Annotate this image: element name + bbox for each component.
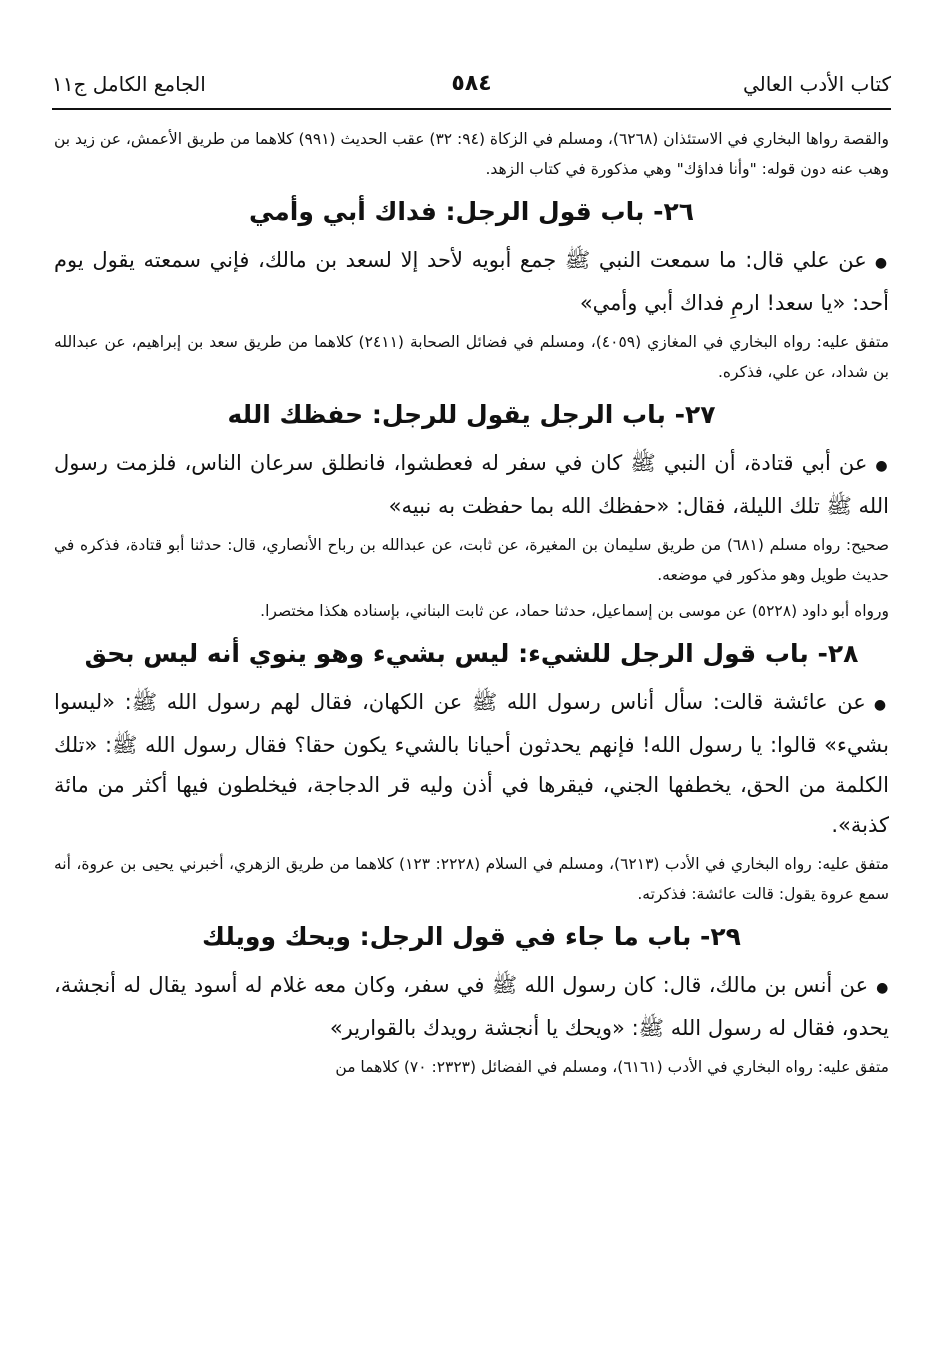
intro-note: والقصة رواها البخاري في الاستئذان (٦٢٦٨)، ومسلم في الزكاة (٩٤: ٣٢) عقب الحديث (٩٩١) كلاهما من طريق الأعمش، عن زيد بن وهب عنه دون قوله: "وأنا فداؤك" وهي مذكورة في كتاب الزهد.	[54, 130, 890, 178]
chapter-heading-29: ٢٩- باب ما جاء في قول الرجل: ويحك وويلك	[202, 922, 741, 951]
hadith-text: عن أبي قتادة، أن النبي ﷺ كان في سفر له فعطشوا، فانطلق سرعان الناس، فلزمت رسول الله ﷺ تلك الليلة، فقال: «حفظك الله بما حفظت به نبيه»	[54, 451, 889, 518]
bullet-icon: ●	[874, 255, 890, 271]
running-header	[52, 66, 891, 110]
takhrij-28: متفق عليه: رواه البخاري في الأدب (٦٢١٣)، ومسلم في السلام (٢٢٢٨: ١٢٣) كلاهما من طريق الزهري، أخبرني يحيى بن عروة، أنه سمع عروة يقول: قالت عائشة: فذكرته.	[54, 855, 889, 903]
chapter-heading-27: ٢٧- باب الرجل يقول للرجل: حفظك الله	[227, 400, 716, 429]
bullet-icon: ●	[873, 697, 889, 713]
hadith-26	[54, 240, 889, 323]
hadith-text: عن علي قال: ما سمعت النبي ﷺ جمع أبويه لأحد إلا لسعد بن مالك، فإني سمعته يقول يوم أحد: «يا سعد! ارمِ فداك أبي وأمي»	[54, 248, 889, 315]
page-number: ٥٨٤	[451, 71, 492, 96]
hadith-text: عن أنس بن مالك، قال: كان رسول الله ﷺ في سفر، وكان معه غلام له أسود يقال له أنجشة، يحدو، فقال له رسول الله ﷺ: «ويحك يا أنجشة رويدك بالقوارير»	[54, 973, 889, 1040]
hadith-27	[54, 443, 889, 526]
book-title: كتاب الأدب العالي	[742, 72, 891, 96]
hadith-29	[54, 965, 889, 1048]
volume-title: الجامع الكامل ج١١	[52, 72, 206, 96]
takhrij-26: متفق عليه: رواه البخاري في المغازي (٤٠٥٩)، ومسلم في فضائل الصحابة (٢٤١١) كلاهما من طريق سعد بن إبراهيم، عن عبدالله بن شداد، عن علي، فذكره.	[54, 333, 890, 381]
chapter-heading-26: ٢٦- باب قول الرجل: فداك أبي وأمي	[248, 197, 695, 226]
hadith-text: عن عائشة قالت: سأل أناس رسول الله ﷺ عن الكهان، فقال لهم رسول الله ﷺ: «ليسوا بشيء» قالوا: يا رسول الله! فإنهم يحدثون أحيانا بالشيء يكون حقا؟ فقال رسول الله ﷺ: «تلك الكلمة من الحق، يخطفها الجني، فيقرها في أذن وليه قر الدجاجة، فيخلطون فيها أكثر من مائة كذبة».	[54, 690, 889, 837]
hadith-28	[54, 682, 889, 845]
bullet-icon: ●	[875, 458, 889, 474]
takhrij-27-b: ورواه أبو داود (٥٢٢٨) عن موسى بن إسماعيل، حدثنا حماد، عن ثابت البناني، بإسناده هكذا مختصرا.	[260, 602, 889, 620]
bullet-icon: ●	[876, 980, 889, 996]
page-body	[54, 124, 889, 1361]
takhrij-29: متفق عليه: رواه البخاري في الأدب (٦١٦١)، ومسلم في الفضائل (٢٣٢٣: ٧٠) كلاهما من	[335, 1058, 889, 1076]
chapter-heading-28: ٢٨- باب قول الرجل للشيء: ليس بشيء وهو ينوي أنه ليس بحق	[84, 639, 859, 668]
takhrij-27-a: صحيح: رواه مسلم (٦٨١) من طريق سليمان بن المغيرة، عن ثابت، عن عبدالله بن رباح الأنصاري، قال: حدثنا أبو قتادة، فذكره في حديث طويل وهو مذكور في موضعه.	[54, 536, 889, 584]
